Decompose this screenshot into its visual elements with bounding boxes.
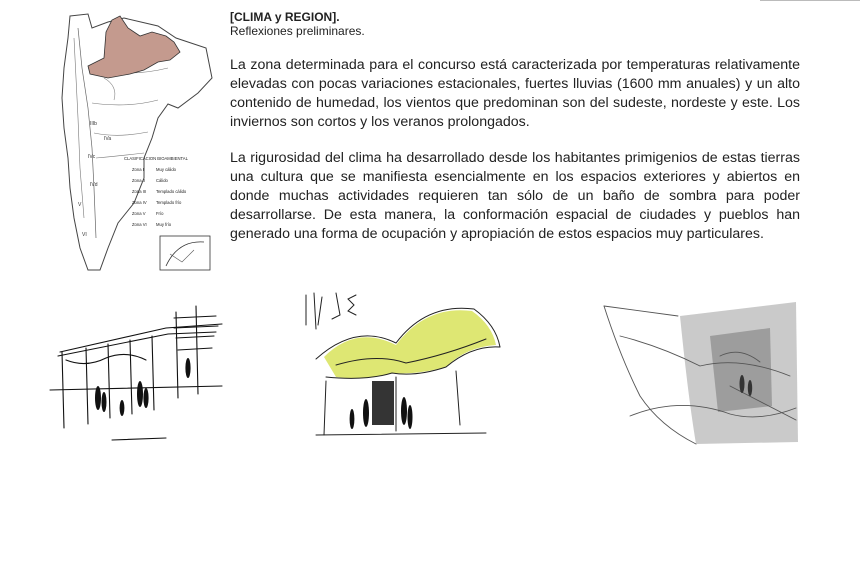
bioclimatic-map: [48, 8, 216, 273]
legend-zone: Zona II: [132, 178, 146, 183]
region-label: IIIb: [90, 121, 97, 127]
canopy-fill: [324, 310, 496, 378]
map-inset-box: [160, 236, 210, 270]
paragraph-climate: La zona determinada para el concurso está caracterizada por temperaturas relativamente elevadas con pocas variaciones estacionales, fuertes lluvias (1600 mm anuales) y un alto contenido de humedad, los vientos que predominan son del sudeste, nordeste y este. Los inviernos son cortos y los veranos prolongados.: [230, 57, 800, 130]
sketch-canopy: [296, 285, 506, 453]
region-label: V: [78, 202, 82, 208]
legend-zone-label: Cálido: [156, 178, 168, 183]
section-title: [CLIMA y REGION].: [230, 10, 340, 24]
legend-zone: Zona IV: [132, 200, 147, 205]
legend-zone: Zona III: [132, 189, 147, 194]
text-block: [230, 10, 800, 261]
legend-zone-label: Frío: [156, 211, 164, 216]
paragraph-culture: La rigurosidad del clima ha desarrollado desde los habitantes primigenios de estas tierras una cultura que se manifiesta esencialmente en los espacios exteriores y abiertos en donde muchas actividades requieren tan sólo de un baño de sombra para poder desarrollarse. De esta manera, la conformación espacial de ciudades y pueblos han generado una forma de ocupación y apropiación de estos espacios muy particulares.: [230, 150, 800, 242]
top-rule: [760, 0, 860, 1]
region-label: IVd: [90, 182, 98, 188]
sketch-shade: [600, 296, 800, 452]
region-label: VI: [82, 232, 87, 238]
section-subtitle: Reflexiones preliminares.: [230, 24, 365, 38]
legend-zone: Zona VI: [132, 222, 147, 227]
legend-zone-label: Templado frío: [156, 200, 182, 205]
sketch-arcade: [46, 298, 226, 450]
region-label: IVc: [88, 154, 96, 160]
legend-zone-label: Muy cálido: [156, 167, 177, 172]
region-label: IVa: [104, 136, 112, 142]
legend-zone: Zona I: [132, 167, 144, 172]
legend-zone: Zona V: [132, 211, 146, 216]
legend-title: CLASIFICACION BIOAMBIENTAL: [124, 156, 188, 161]
legend-zone-label: Templado cálido: [156, 189, 187, 194]
legend-zone-label: Muy frío: [156, 222, 172, 227]
